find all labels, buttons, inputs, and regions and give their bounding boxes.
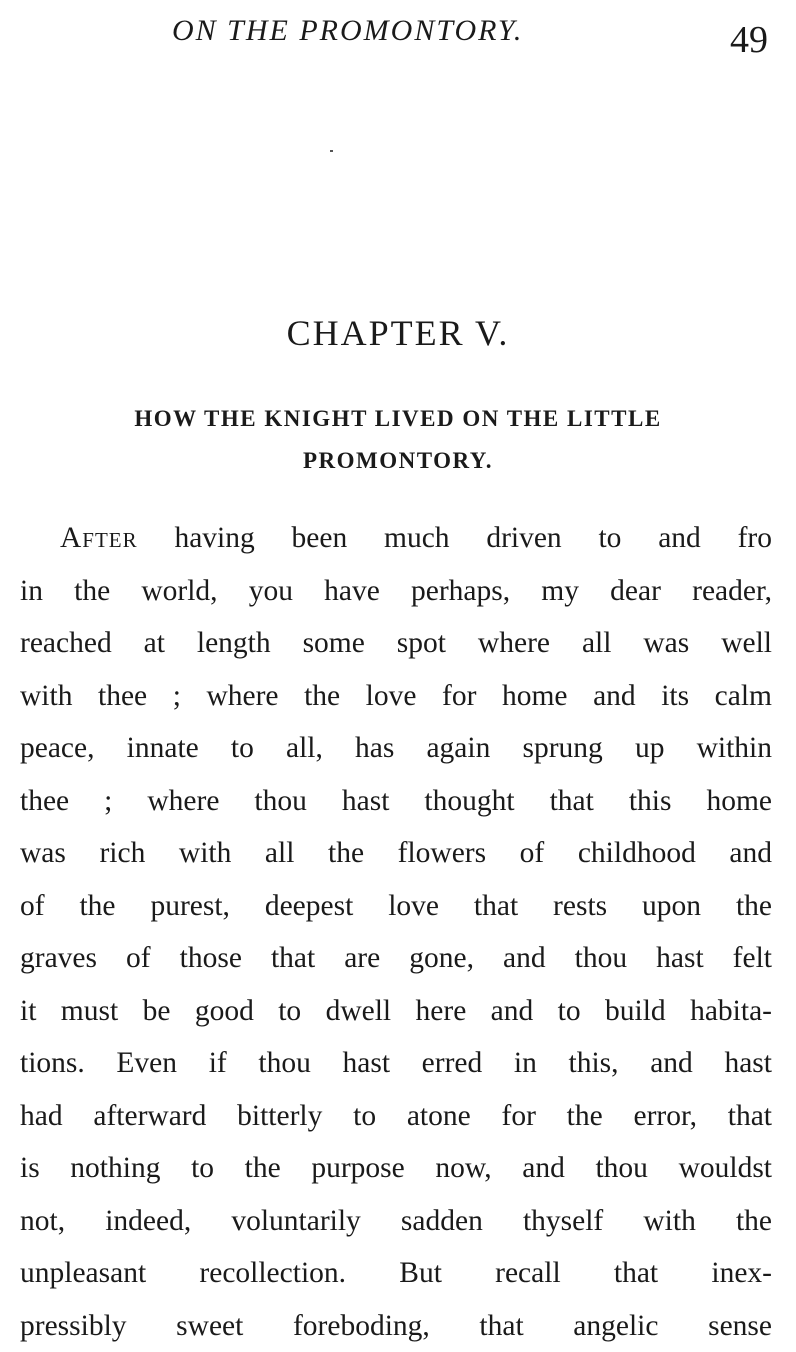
text-line: unpleasant recollection. But recall that inex- — [20, 1247, 772, 1300]
opening-word: After — [60, 522, 138, 554]
text-line: in the world, you have perhaps, my dear reader, — [20, 565, 772, 618]
print-speck — [330, 150, 333, 152]
text-line: had afterward bitterly to atone for the error, that — [20, 1090, 772, 1143]
text-line: with thee ; where the love for home and its calm — [20, 670, 772, 723]
text-line: not, indeed, voluntarily sadden thyself with the — [20, 1195, 772, 1248]
text-line: pressibly sweet foreboding, that angelic sense — [20, 1300, 772, 1352]
chapter-heading: CHAPTER V. — [0, 312, 796, 354]
text-line: of the purest, deepest love that rests upon the — [20, 880, 772, 933]
text-line: it must be good to dwell here and to build habita- — [20, 985, 772, 1038]
text-line: peace, innate to all, has again sprung up within — [20, 722, 772, 775]
text-line: After having been much driven to and fro — [20, 512, 772, 565]
text-line: thee ; where thou hast thought that this home — [20, 775, 772, 828]
chapter-subtitle: HOW THE KNIGHT LIVED ON THE LITTLE PROMONTORY. — [40, 398, 756, 482]
page-number: 49 — [730, 18, 768, 62]
text-line: graves of those that are gone, and thou hast felt — [20, 932, 772, 985]
running-title: ON THE PROMONTORY. — [172, 14, 523, 48]
text-line: tions. Even if thou hast erred in this, and hast — [20, 1037, 772, 1090]
text-line: is nothing to the purpose now, and thou wouldst — [20, 1142, 772, 1195]
body-text — [20, 512, 772, 1352]
running-head — [0, 10, 796, 60]
text-line: was rich with all the flowers of childhood and — [20, 827, 772, 880]
text-line: reached at length some spot where all was well — [20, 617, 772, 670]
